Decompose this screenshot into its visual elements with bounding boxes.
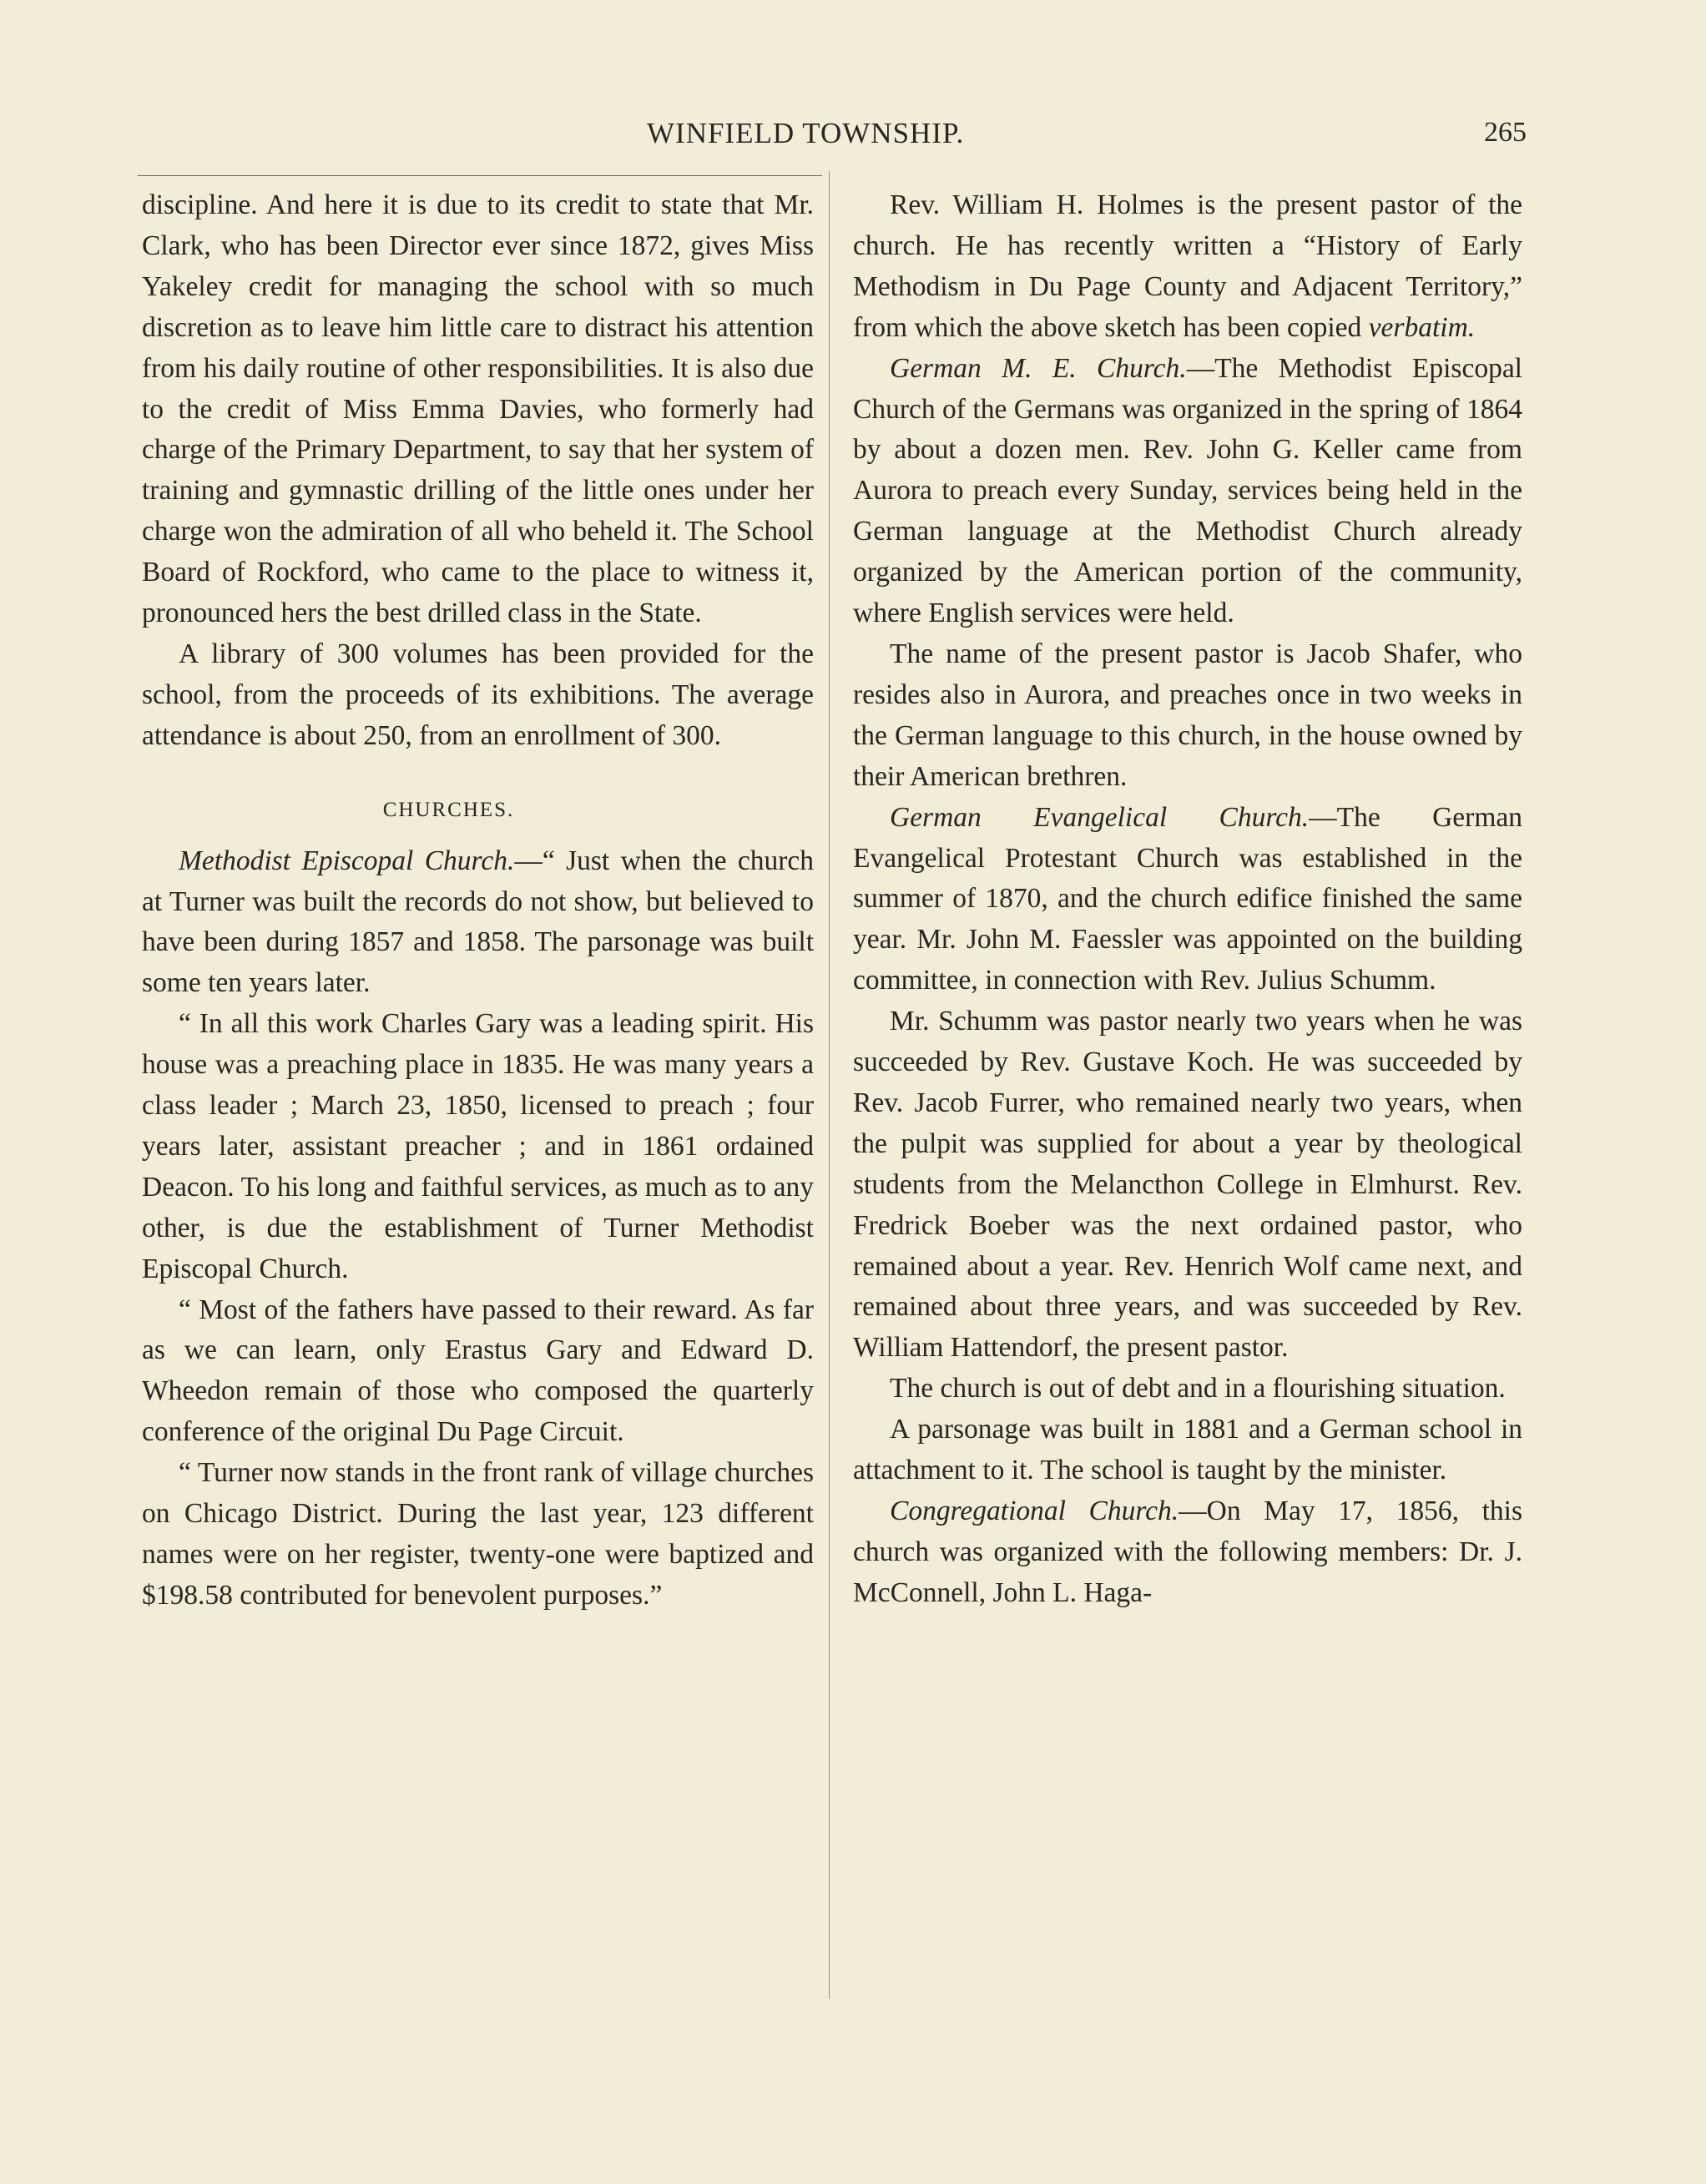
paragraph-text: —The Methodist Episcopal Church of the Germans was organized in the spring of 1864 by about a dozen men. Rev. John G. Keller came from Aurora to preach every Sunday, services being held in the German language at the Methodist Church already organized by the American portion of the community, where English services were held. (853, 352, 1522, 629)
paragraph (853, 1491, 1522, 1614)
italic-text: verbatim. (1368, 311, 1476, 343)
header-rule (138, 175, 822, 176)
paragraph (853, 349, 1522, 634)
paragraph: A parsonage was built in 1881 and a German school in attachment to it. The school is taught by the minister. (853, 1414, 1522, 1486)
church-title: German Evangelical Church. (890, 801, 1310, 833)
paragraph (142, 841, 814, 1005)
paragraph: discipline. And here it is due to its credit to state that Mr. Clark, who has been Director ever since 1872, gives Miss Yakeley credit for managing the school with so much discretion as to leave him little care to distract his attention from his daily routine of other responsibilities. It is also due to the credit of Miss Emma Davies, who formerly had charge of the Primary Department, to say that her system of training and gymnastic drilling of the little ones under her charge won the admiration of all who beheld it. The School Board of Rockford, who came to the place to witness it, pronounced hers the best drilled class in the State. (142, 189, 814, 629)
paragraph: “ In all this work Charles Gary was a leading spirit. His house was a preaching place in 1835. He was many years a class leader ; March 23, 1850, licensed to preach ; four years later, assistant preacher ; and in 1861 ordained Deacon. To his long and faithful services, as much as to any other, is due the establishment of Turner Methodist Episcopal Church. (142, 1008, 814, 1284)
paragraph: The name of the present pastor is Jacob Shafer, who resides also in Aurora, and preaches once in two weeks in the German language to this church, in the house owned by their American brethren. (853, 638, 1522, 792)
paragraph: A library of 300 volumes has been provided for the school, from the proceeds of its exhibitions. The average attendance is about 250, from an enrollment of 300. (142, 638, 814, 751)
paragraph-text: —“ Just when the church at Turner was built the records do not show, but believed to have been during 1857 and 1858. The parsonage was built some ten years later. (142, 845, 814, 999)
paragraph: “ Most of the fathers have passed to their reward. As far as we can learn, only Erastus Gary and Edward D. Wheedon remain of those who composed the quarterly conference of the original Du Page Circuit. (142, 1294, 814, 1448)
running-title: WINFIELD TOWNSHIP. (647, 117, 965, 149)
church-title: Methodist Episcopal Church. (179, 845, 515, 876)
left-column (142, 185, 814, 1617)
paragraph (853, 798, 1522, 1002)
paragraph: Mr. Schumm was pastor nearly two years when he was succeeded by Rev. Gustave Koch. He was succeeded by Rev. Jacob Furrer, who remained nearly two years, when the pulpit was supplied for about a year by theological students from the Melancthon College in Elmhurst. Rev. Fredrick Boeber was the next ordained pastor, who remained about a year. Rev. Henrich Wolf came next, and remained about three years, and was succeeded by Rev. William Hattendorf, the present pastor. (853, 1006, 1522, 1364)
church-title: German M. E. Church. (890, 352, 1187, 384)
paragraph-text: Rev. William H. Holmes is the present pastor of the church. He has recently written a “History of Early Methodism in Du Page County and Adjacent Territory,” from which the above sketch has been copied (853, 189, 1522, 343)
paragraph-text: —The German Evangelical Protestant Church was established in the summer of 1870, and the church edifice finished the same year. Mr. John M. Faessler was appointed on the building committee, in connection with Rev. Julius Schumm. (853, 801, 1522, 996)
church-title: Congregational Church. (890, 1496, 1179, 1526)
paragraph: The church is out of debt and in a flourishing situation. (890, 1373, 1506, 1405)
paragraph (853, 185, 1522, 349)
page-number: 265 (1484, 117, 1527, 148)
right-column (853, 185, 1522, 1614)
paragraph-text: —On May 17, 1856, this church was organized with the following members: Dr. J. McConnell, John L. Haga- (853, 1496, 1523, 1608)
paragraph: “ Turner now stands in the front rank of village churches on Chicago District. During the last year, 123 different names were on her register, twenty-one were baptized and $198.58 contributed for benevolent purposes.” (142, 1457, 814, 1611)
section-heading: CHURCHES. (382, 798, 515, 821)
column-divider (829, 171, 830, 1999)
page-header (0, 117, 1706, 159)
